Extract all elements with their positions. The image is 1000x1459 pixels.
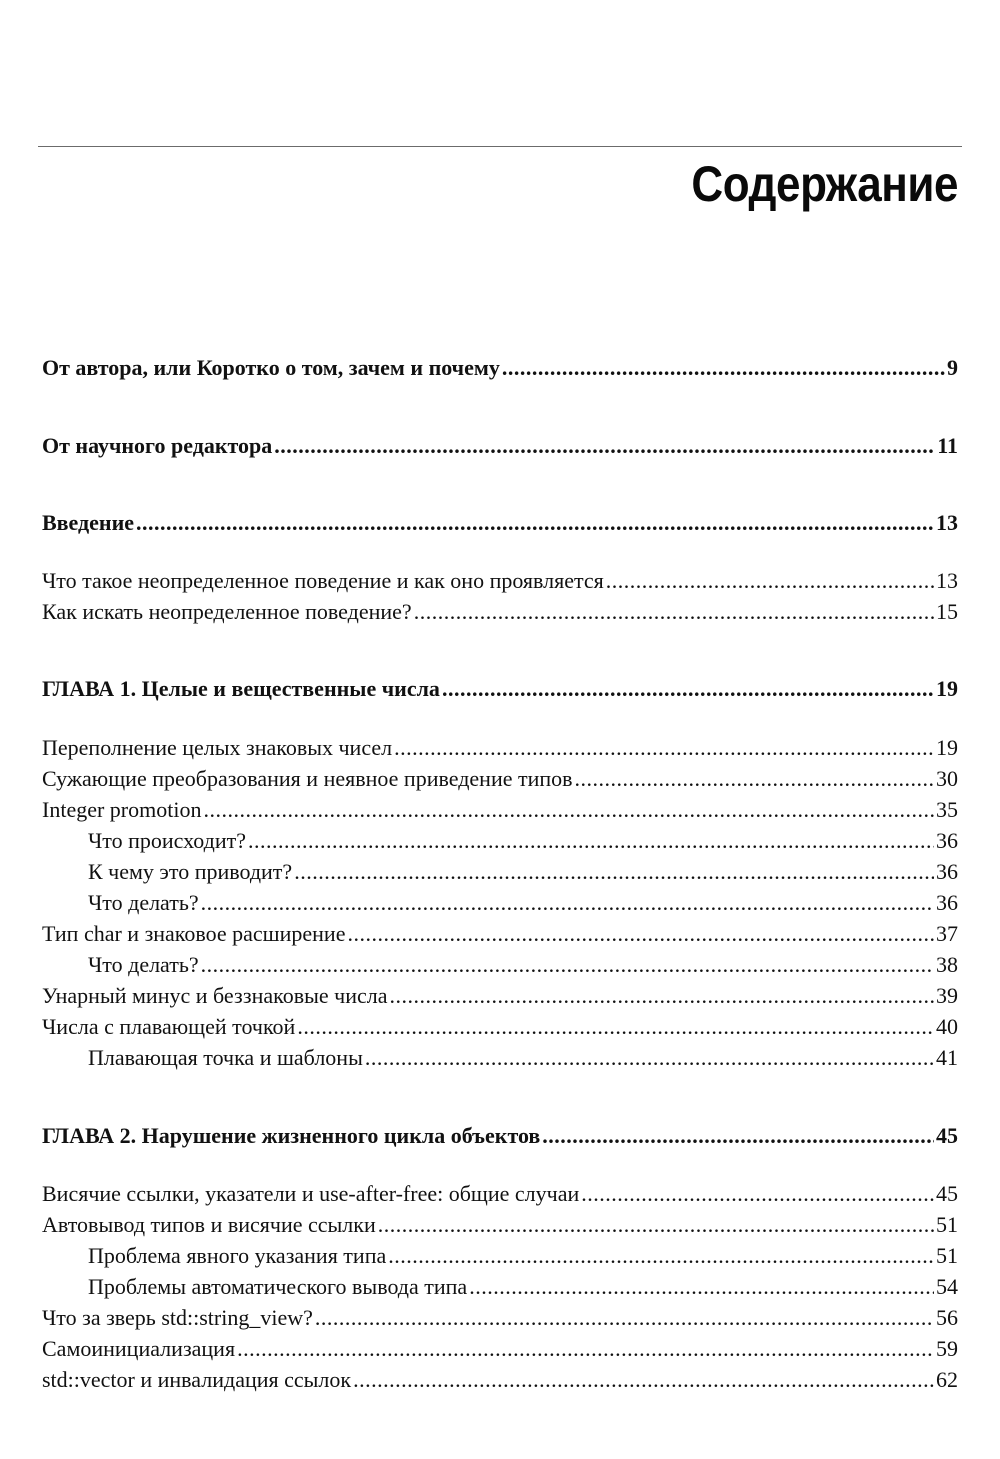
dot-leader <box>365 1043 934 1073</box>
toc-entry-title: Переполнение целых знаковых чисел <box>42 735 393 760</box>
toc-entry-title: Введение <box>42 510 135 535</box>
toc-entry-title: Автовывод типов и висячие ссылки <box>42 1212 376 1237</box>
toc-entry-page: 54 <box>936 1274 958 1299</box>
toc-entry-title: Integer promotion <box>42 797 202 822</box>
toc-entry-page: 59 <box>936 1336 958 1361</box>
toc-entry-title: Как искать неопределенное поведение? <box>42 599 412 624</box>
toc-entry <box>42 566 958 596</box>
toc-entry-title: Проблемы автоматического вывода типа <box>88 1274 468 1299</box>
toc-entry-page: 56 <box>936 1305 958 1330</box>
toc-entry-page: 36 <box>936 890 958 915</box>
dot-leader <box>203 795 934 825</box>
toc-entry-page: 30 <box>936 766 958 791</box>
toc-entry-page: 19 <box>936 735 958 760</box>
toc-entry-title: От автора, или Коротко о том, зачем и почему <box>42 355 500 380</box>
toc-entry-title: std::vector и инвалидация ссылок <box>42 1367 352 1392</box>
toc-entry-title: Тип char и знаковое расширение <box>42 921 346 946</box>
toc-entry <box>42 919 958 949</box>
toc-entry-page: 11 <box>937 433 958 458</box>
toc-entry-page: 51 <box>936 1243 958 1268</box>
toc-entry <box>88 857 958 887</box>
dot-leader <box>353 1365 934 1395</box>
toc-entry <box>42 1210 958 1240</box>
dot-leader <box>201 950 934 980</box>
toc-entry-title: Проблема явного указания типа <box>88 1243 387 1268</box>
dot-leader <box>581 1179 934 1209</box>
toc-entry <box>42 1121 958 1151</box>
toc-entry-page: 9 <box>947 355 958 380</box>
toc-entry-page: 62 <box>936 1367 958 1392</box>
toc-entry-title: Что делать? <box>88 890 199 915</box>
dot-leader <box>294 857 934 887</box>
dot-leader <box>347 919 934 949</box>
toc-entry-title: Что такое неопределенное поведение и как оно проявляется <box>42 568 604 593</box>
dot-leader <box>394 733 934 763</box>
toc-entry-page: 15 <box>936 599 958 624</box>
toc-entry <box>88 950 958 980</box>
toc-entry <box>88 1272 958 1302</box>
toc-entry <box>42 1365 958 1395</box>
toc-entry <box>42 1334 958 1364</box>
dot-leader <box>297 1012 934 1042</box>
toc-entry-title: Висячие ссылки, указатели и use-after-free: общие случаи <box>42 1181 580 1206</box>
dot-leader <box>237 1334 934 1364</box>
toc-entry-page: 37 <box>936 921 958 946</box>
dot-leader <box>606 566 934 596</box>
toc-entry-page: 19 <box>936 676 958 701</box>
dot-leader <box>201 888 934 918</box>
toc-entry <box>42 431 958 461</box>
toc-entry <box>42 1179 958 1209</box>
toc-entry-title: От научного редактора <box>42 433 273 458</box>
toc-entry <box>42 795 958 825</box>
toc-entry <box>42 508 958 538</box>
toc-entry-page: 36 <box>936 859 958 884</box>
dot-leader <box>442 674 934 704</box>
toc-entry-title: Унарный минус и беззнаковые числа <box>42 983 388 1008</box>
toc-entry-page: 40 <box>936 1014 958 1039</box>
toc-entry-page: 38 <box>936 952 958 977</box>
toc-entry <box>42 353 958 383</box>
toc-entry <box>88 826 958 856</box>
dot-leader <box>315 1303 934 1333</box>
toc-entry <box>42 674 958 704</box>
toc-entry-page: 45 <box>936 1123 958 1148</box>
toc-entry <box>42 733 958 763</box>
toc-entry <box>42 1303 958 1333</box>
dot-leader <box>388 1241 934 1271</box>
toc-entry-page: 13 <box>936 568 958 593</box>
toc-entry <box>88 1241 958 1271</box>
dot-leader <box>414 597 934 627</box>
toc-entry-page: 41 <box>936 1045 958 1070</box>
toc-entry-title: Что за зверь std::string_view? <box>42 1305 313 1330</box>
toc-entry-page: 35 <box>936 797 958 822</box>
toc-entry <box>42 597 958 627</box>
toc-entry-page: 36 <box>936 828 958 853</box>
toc-entry-title: Самоинициализация <box>42 1336 236 1361</box>
toc-entry <box>42 764 958 794</box>
page-title: Содержание <box>691 156 958 212</box>
toc-entry-title: ГЛАВА 1. Целые и вещественные числа <box>42 676 440 701</box>
dot-leader <box>502 353 945 383</box>
toc-entry-page: 39 <box>936 983 958 1008</box>
dot-leader <box>469 1272 934 1302</box>
toc-entry-title: Числа с плавающей точкой <box>42 1014 296 1039</box>
toc-entry-title: Сужающие преобразования и неявное приведение типов <box>42 766 573 791</box>
toc-entry-title: К чему это приводит? <box>88 859 293 884</box>
toc-entry <box>88 888 958 918</box>
toc-entry-page: 51 <box>936 1212 958 1237</box>
toc-entry-page: 13 <box>936 510 958 535</box>
dot-leader <box>542 1121 934 1151</box>
toc-entry <box>42 1012 958 1042</box>
dot-leader <box>274 431 935 461</box>
dot-leader <box>136 508 934 538</box>
toc-entry <box>42 981 958 1011</box>
toc-entry-title: Что происходит? <box>88 828 247 853</box>
toc-entry-page: 45 <box>936 1181 958 1206</box>
toc-entry-title: Плавающая точка и шаблоны <box>88 1045 363 1070</box>
toc-entry <box>88 1043 958 1073</box>
toc-entry-title: ГЛАВА 2. Нарушение жизненного цикла объектов <box>42 1123 541 1148</box>
dot-leader <box>390 981 935 1011</box>
dot-leader <box>378 1210 934 1240</box>
toc-entry-title: Что делать? <box>88 952 199 977</box>
dot-leader <box>575 764 934 794</box>
dot-leader <box>248 826 934 856</box>
